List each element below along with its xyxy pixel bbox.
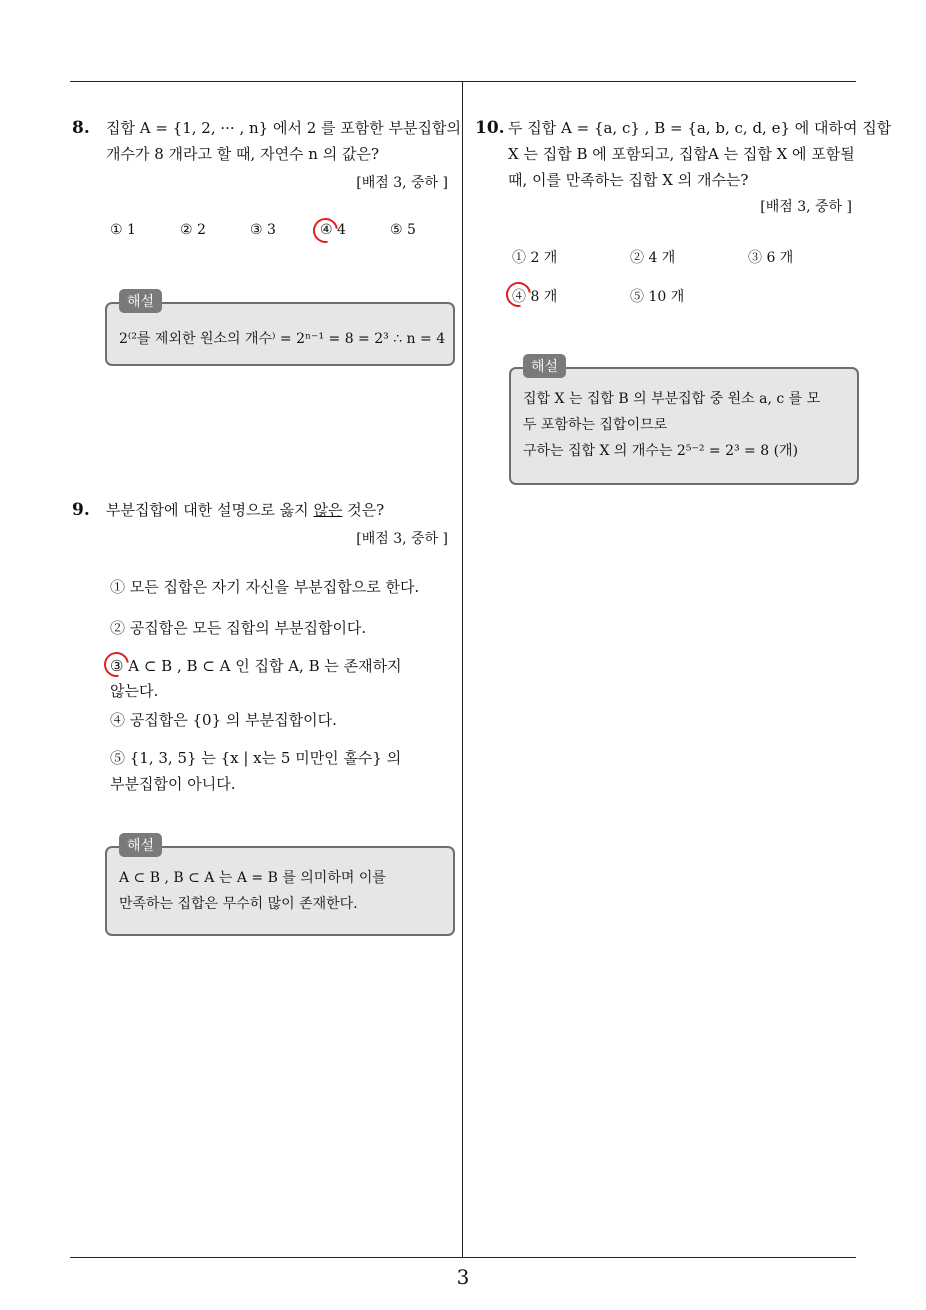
question-text-line: 개수가 8 개라고 할 때, 자연수 n 의 값은? [106,145,380,163]
choice-3[interactable]: ③ 6 개 [748,250,794,266]
question-text-line: 때, 이를 만족하는 집합 X 의 개수는? [508,171,749,189]
choice-5[interactable]: ⑤ 10 개 [630,289,685,305]
question-text-line: X 는 집합 B 에 포함되고, 집합A 는 집합 X 에 포함될 [508,145,855,163]
question-number: 8. [72,118,90,138]
choice-3[interactable]: ③ 3 [250,222,276,238]
solution-box [509,359,859,485]
choice-4[interactable]: ④ 4 [320,222,346,238]
choice-4[interactable]: ④ 8 개 [512,289,558,305]
choice-5[interactable]: ⑤ 5 [390,222,416,238]
solution-text: 집합 X 는 집합 B 의 부분집합 중 원소 a, c 를 모 [523,391,821,407]
choice-2[interactable]: ② 공집합은 모든 집합의 부분집합이다. [110,619,367,637]
bottom-rule [70,1257,856,1258]
solution-box [105,294,455,366]
choice-3-continuation: 않는다. [110,682,159,700]
choice-1[interactable]: ① 모든 집합은 자기 자신을 부분집합으로 한다. [110,578,420,596]
choice-1[interactable]: ① 2 개 [512,250,558,266]
question-text-line: 집합 A = {1, 2, ··· , n} 에서 2 를 포함한 부분집합의 [106,119,461,137]
question-number: 9. [72,500,90,520]
choice-1[interactable]: ① 1 [110,222,136,238]
question-text-line: 부분집합에 대한 설명으로 옳지 않은 것은? [106,501,385,519]
question-text-line: 두 집합 A = {a, c} , B = {a, b, c, d, e} 에 대하여 집합 [508,119,892,137]
answer-circle-mark [99,647,134,682]
solution-text: 두 포함하는 집합이므로 [523,417,668,433]
choice-5-continuation: 부분집합이 아니다. [110,775,236,793]
choice-2[interactable]: ② 4 개 [630,250,676,266]
choice-2[interactable]: ② 2 [180,222,206,238]
top-rule [70,81,856,82]
solution-tag: 해설 [119,833,162,857]
choice-5[interactable]: ⑤ {1, 3, 5} 는 {x | x는 5 미만인 홀수} 의 [110,749,402,767]
answer-circle-mark [308,213,343,248]
solution-text: 구하는 집합 X 의 개수는 2⁵⁻² = 2³ = 8 (개) [523,443,799,459]
answer-circle-mark [501,277,536,312]
question-number: 10. [475,118,505,138]
solution-box [105,838,455,936]
solution-tag: 해설 [119,289,162,313]
solution-text: 2⁽²를 제외한 원소의 개수⁾ = 2ⁿ⁻¹ = 8 = 2³ ∴ n = 4 [119,331,446,347]
score-label: [배점 3, 중하 ] [356,531,448,547]
solution-tag: 해설 [523,354,566,378]
column-divider [462,82,463,1258]
choice-3[interactable]: ③ A ⊂ B , B ⊂ A 인 집합 A, B 는 존재하지 [110,657,402,675]
score-label: [배점 3, 중하 ] [356,175,448,191]
choice-4[interactable]: ④ 공집합은 {0} 의 부분집합이다. [110,711,337,729]
page-number: 3 [456,1265,470,1289]
solution-text: 만족하는 집합은 무수히 많이 존재한다. [119,896,358,912]
underlined-word: 않은 [313,501,343,519]
solution-text: A ⊂ B , B ⊂ A 는 A = B 를 의미하며 이를 [119,870,386,886]
score-label: [배점 3, 중하 ] [760,199,852,215]
